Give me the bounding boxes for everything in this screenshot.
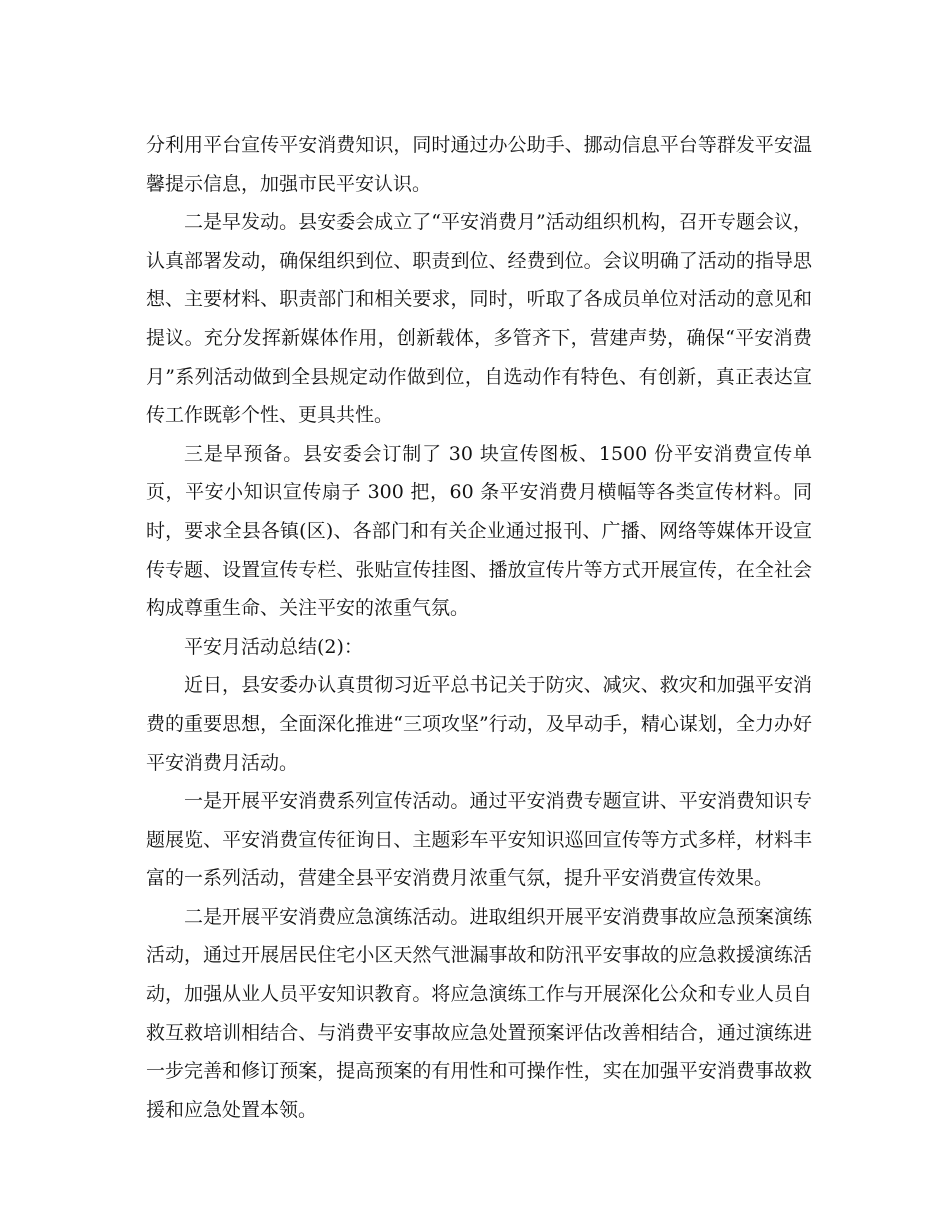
section-heading-summary-2: 平安月活动总结(2)： (184, 635, 363, 658)
paragraph-publicity-activities: 一是开展平安消费系列宣传活动。通过平安消费专题宣讲、平安消费知识专题展览、平安消费宣传征询日、主题彩车平安知识巡回宣传等方式多样，材料丰富的一系列活动，营建全县平安消费月浓重气氛，提升平安消费宣传效果。 (146, 790, 812, 890)
paragraph-emergency-drills: 二是开展平安消费应急演练活动。进取组织开展平安消费事故应急预案演练活动，通过开展居民住宅小区天然气泄漏事故和防汛平安事故的应急救援演练活动，加强从业人员平安知识教育。将应急演练工作与开展深化公众和专业人员自救互救培训相结合、与消费平安事故应急处置预案评估改善相结合，通过演练进一步完善和修订预案，提高预案的有用性和可操作性，实在加强平安消费事故救援和应急处置本领。 (146, 905, 812, 1121)
paragraph-intro: 近日，县安委办认真贯彻习近平总书记关于防灾、减灾、救灾和加强平安消费的重要思想，全面深化推进“三项攻坚”行动，及早动手，精心谋划，全力办好平安消费月活动。 (146, 674, 812, 774)
paragraph-early-mobilization: 二是早发动。县安委会成立了“平安消费月”活动组织机构，召开专题会议，认真部署发动，确保组织到位、职责到位、经费到位。会议明确了活动的指导思想、主要材料、职责部门和相关要求，同时，听取了各成员单位对活动的意见和提议。充分发挥新媒体作用，创新载体，多管齐下，营建声势，确保“平安消费月”系列活动做到全县规定动作做到位，自选动作有特色、有创新，真正表达宣传工作既彰个性、更具共性。 (146, 211, 812, 427)
paragraph-continuation: 分利用平台宣传平安消费知识，同时通过办公助手、挪动信息平台等群发平安温馨提示信息，加强市民平安认识。 (146, 134, 812, 195)
document-body (146, 126, 812, 1129)
paragraph-early-preparation: 三是早预备。县安委会订制了 30 块宣传图板、1500 份平安消费宣传单页，平安小知识宣传扇子 300 把，60 条平安消费月横幅等各类宣传材料。同时，要求全县各镇(区)、各部门和有关企业通过报刊、广播、网络等媒体开设宣传专题、设置宣传专栏、张贴宣传挂图、播放宣传片等方式开展宣传，在全社会构成尊重生命、关注平安的浓重气氛。 (146, 442, 812, 620)
